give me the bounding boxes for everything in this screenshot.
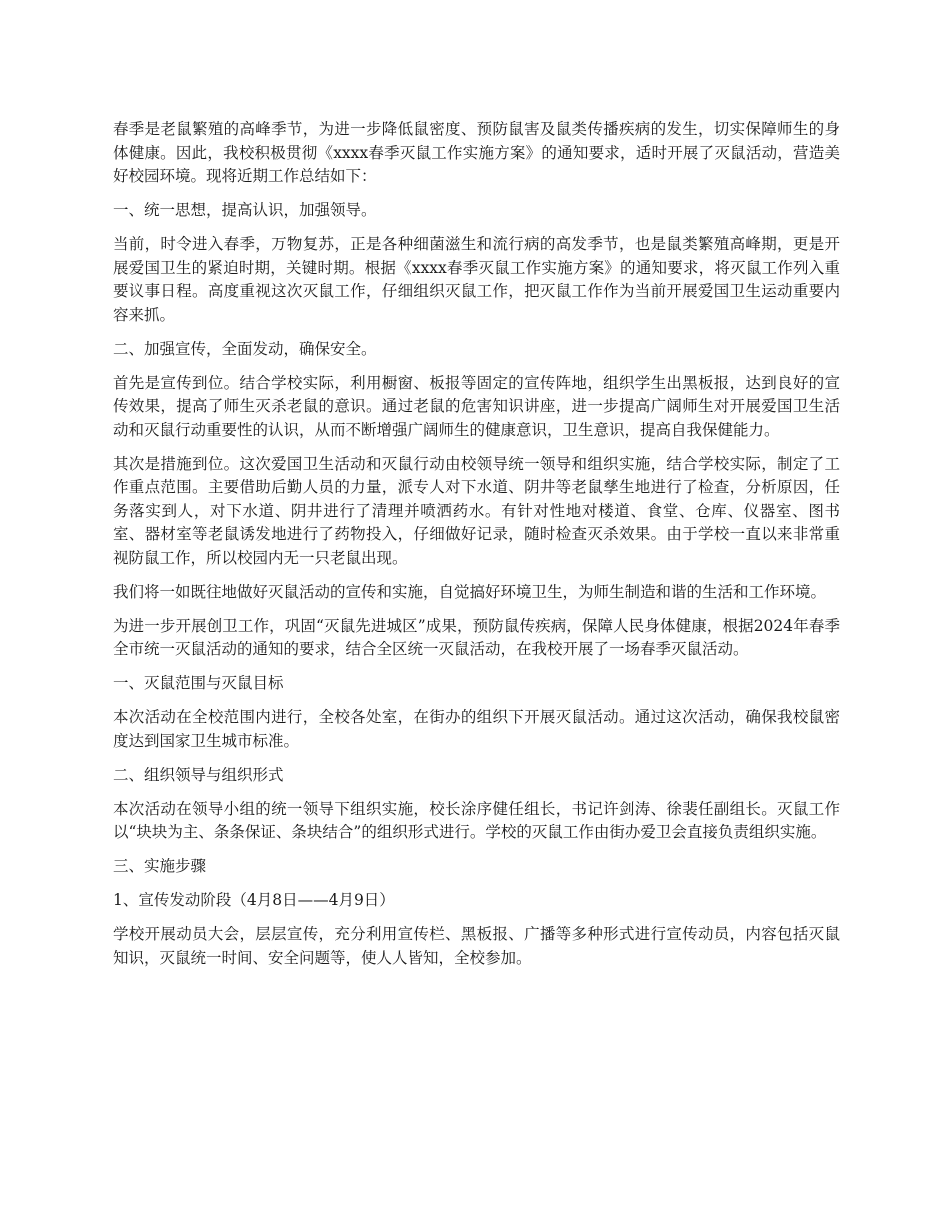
section-heading-2: 二、加强宣传，全面发动，确保安全。 <box>113 339 377 358</box>
body-paragraph: 当前，时令进入春季，万物复苏，正是各种细菌滋生和流行病的高发季节，也是鼠类繁殖高峰期，更是开展爱国卫生的紧迫时期，关键时期。根据《xxxx春季灭鼠工作实施方案》的通知要求，将灭鼠工作列入重要议事日程。高度重视这次灭鼠工作，仔细组织灭鼠工作，把灭鼠工作作为当前开展爱国卫生运动重要内容来抓。 <box>113 235 840 324</box>
sub-heading-1: 1、宣传发动阶段（4月8日——4月9日） <box>113 891 395 909</box>
section-heading-1: 一、统一思想，提高认识，加强领导。 <box>113 201 377 219</box>
body-paragraph: 首先是宣传到位。结合学校实际，利用橱窗、板报等固定的宣传阵地，组织学生出黑板报，达到良好的宣传效果，提高了师生灭杀老鼠的意识。通过老鼠的危害知识讲座，进一步提高广阔师生对开展爱国卫生活动和灭鼠行动重要性的认识，从而不断增强广阔师生的健康意识，卫生意识，提高自我保健能力。 <box>113 373 840 439</box>
section-heading-5: 三、实施步骤 <box>113 857 207 875</box>
section-heading-4: 二、组织领导与组织形式 <box>113 765 284 784</box>
body-paragraph: 学校开展动员大会，层层宣传，充分利用宣传栏、黑板报、广播等多种形式进行宣传动员，内容包括灭鼠知识，灭鼠统一时间、安全问题等，使人人皆知，全校参加。 <box>113 925 840 967</box>
body-paragraph: 本次活动在全校范围内进行，全校各处室，在街办的组织下开展灭鼠活动。通过这次活动，确保我校鼠密度达到国家卫生城市标准。 <box>113 708 840 750</box>
section-heading-3: 一、灭鼠范围与灭鼠目标 <box>113 674 284 692</box>
document-page <box>113 118 840 981</box>
body-paragraph: 其次是措施到位。这次爱国卫生活动和灭鼠行动由校领导统一领导和组织实施，结合学校实际，制定了工作重点范围。主要借助后勤人员的力量，派专人对下水道、阴井等老鼠孳生地进行了检查，分析原因，任务落实到人，对下水道、阴井进行了清理并喷洒药水。有针对性地对楼道、食堂、仓库、仪器室、图书室、器材室等老鼠诱发地进行了药物投入，仔细做好记录，随时检查灭杀效果。由于学校一直以来非常重视防鼠工作，所以校园内无一只老鼠出现。 <box>113 454 840 567</box>
body-paragraph: 为进一步开展创卫工作，巩固“灭鼠先进城区”成果，预防鼠传疾病，保障人民身体健康，根据2024年春季全市统一灭鼠活动的通知的要求，结合全区统一灭鼠活动，在我校开展了一场春季灭鼠活动。 <box>113 616 840 658</box>
intro-paragraph: 春季是老鼠繁殖的高峰季节，为进一步降低鼠密度、预防鼠害及鼠类传播疾病的发生，切实保障师生的身体健康。因此，我校积极贯彻《xxxx春季灭鼠工作实施方案》的通知要求，适时开展了灭鼠活动，营造美好校园环境。现将近期工作总结如下： <box>113 120 840 185</box>
body-paragraph: 我们将一如既往地做好灭鼠活动的宣传和实施，自觉搞好环境卫生，为师生制造和谐的生活和工作环境。 <box>113 582 827 601</box>
body-paragraph: 本次活动在领导小组的统一领导下组织实施，校长涂序健任组长，书记许剑涛、徐裴任副组长。灭鼠工作以“块块为主、条条保证、条块结合”的组织形式进行。学校的灭鼠工作由街办爱卫会直接负责组织实施。 <box>113 799 840 841</box>
